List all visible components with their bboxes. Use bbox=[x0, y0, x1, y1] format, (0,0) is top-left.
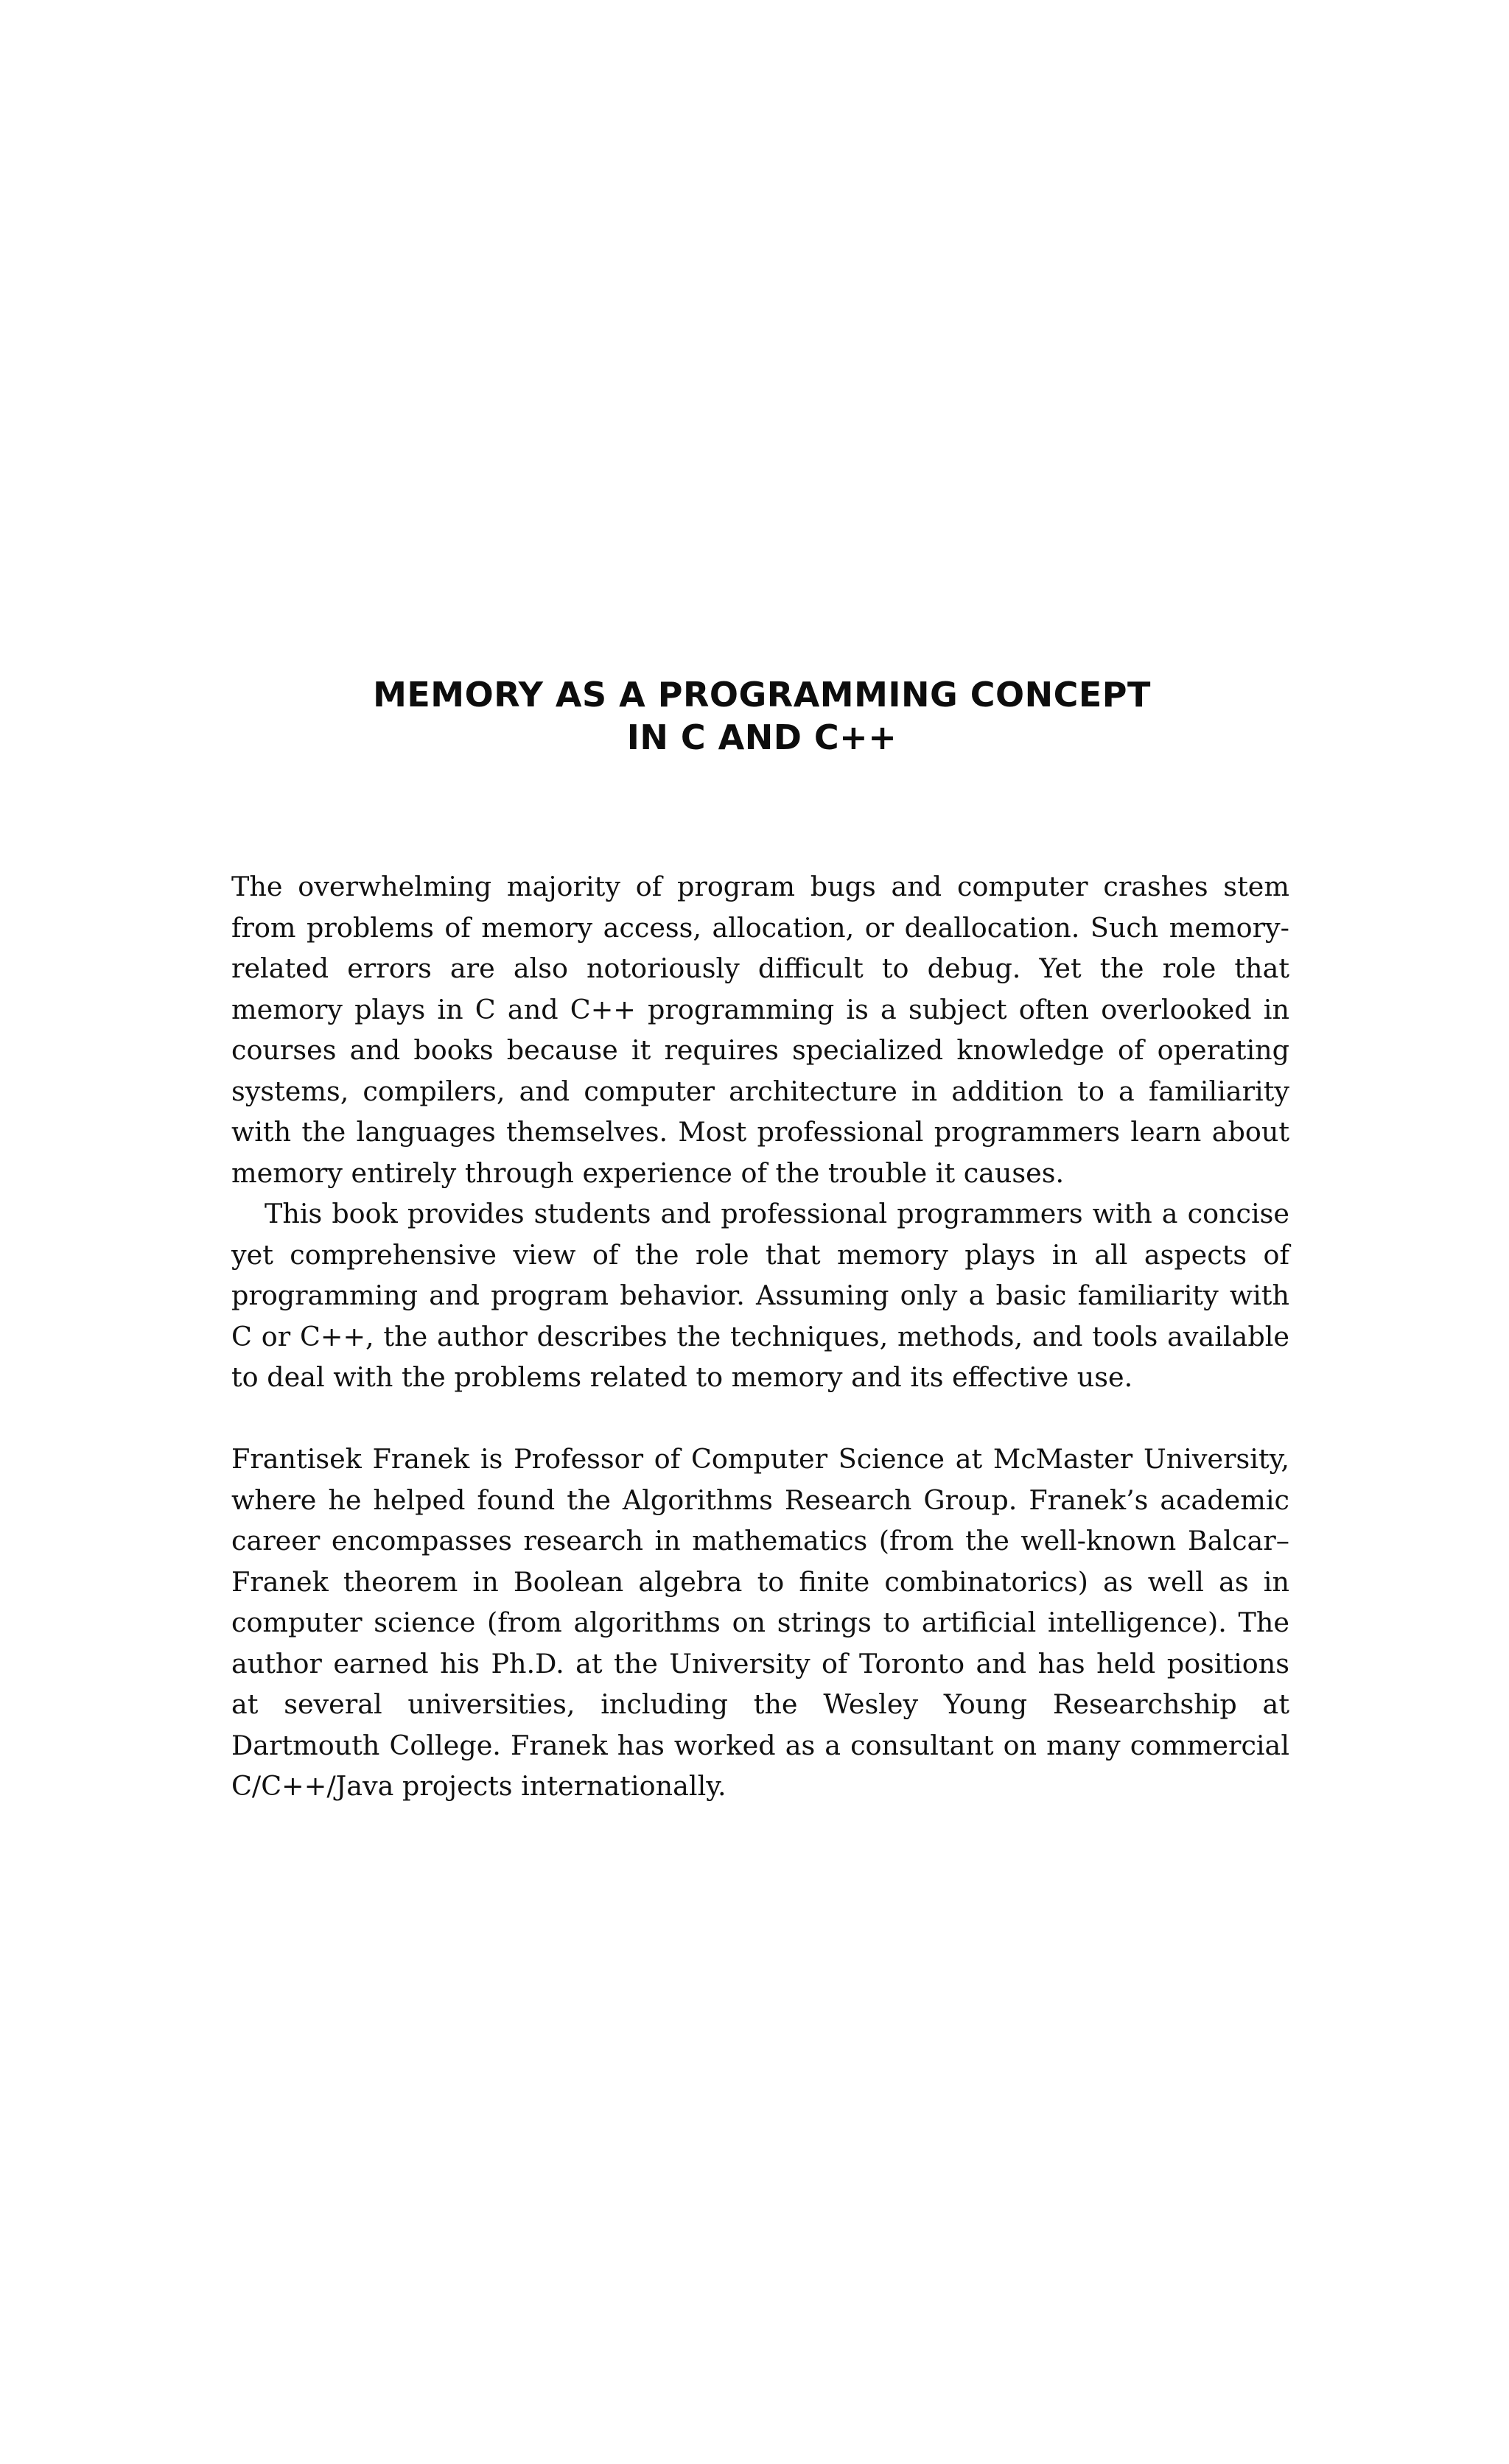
book-description bbox=[231, 866, 1289, 1398]
description-paragraph-2: This book provides students and professional programmers with a concise yet comprehensive view of the role that memory plays in all aspects of programming and program behavior. Assuming only a basic familiarity with C or C++, the author describes the techniques, methods, and tools available to deal with the problems related to memory and its effective use. bbox=[231, 1198, 1289, 1393]
author-bio bbox=[231, 1439, 1289, 1807]
description-paragraph-1: The overwhelming majority of program bugs and computer crashes stem from problems of memory access, allocation, or deallocation. Such memory-related errors are also notoriously difficult to debug. Yet the role that memory plays in C and C++ programming is a subject often overlooked in courses and books because it requires specialized knowledge of operating systems, compilers, and computer architecture in addition to a familiarity with the languages themselves. Most professional programmers learn about memory entirely through experience of the trouble it causes. bbox=[231, 871, 1289, 1189]
author-bio-paragraph: Frantisek Franek is Professor of Computer Science at McMaster University, where he helped found the Algorithms Research Group. Franek’s academic career encompasses research in mathematics (from the well-known Balcar–Franek theorem in Boolean algebra to finite combinatorics) as well as in computer science (from algorithms on strings to artificial intelligence). The author earned his Ph.D. at the University of Toronto and has held positions at several universities, including the Wesley Young Researchship at Dartmouth College. Franek has worked as a consultant on many commercial C/C++/Java projects internationally. bbox=[231, 1443, 1289, 1802]
book-title-line-2: IN C AND C++ bbox=[626, 717, 897, 757]
book-title bbox=[231, 673, 1292, 759]
book-title-line-1: MEMORY AS A PROGRAMMING CONCEPT bbox=[373, 675, 1151, 715]
